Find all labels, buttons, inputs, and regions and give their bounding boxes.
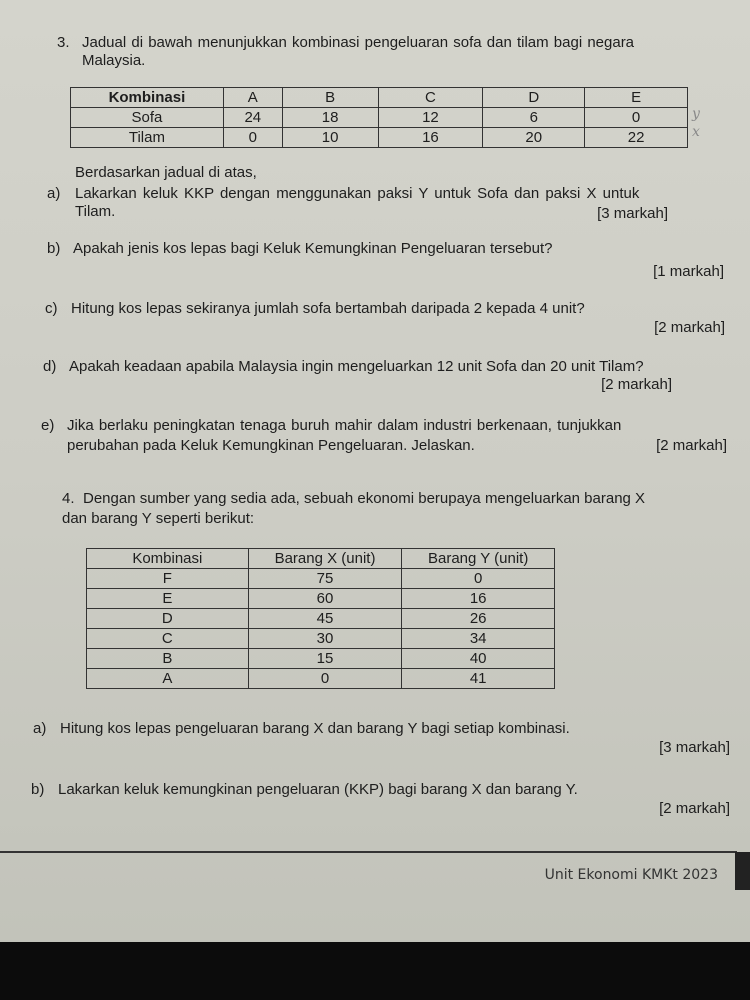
- table-cell: 45: [248, 609, 402, 629]
- table-cell: 22: [585, 128, 688, 148]
- q3b-label: b): [47, 240, 61, 257]
- handwritten-x: x: [692, 124, 700, 140]
- table-cell: 34: [402, 629, 555, 649]
- table-header: Barang X (unit): [248, 549, 402, 569]
- table-cell: Sofa: [71, 108, 224, 128]
- table-header: Kombinasi: [87, 549, 249, 569]
- q3e-text-line2: perubahan pada Keluk Kemungkinan Pengeluaran. Jelaskan.: [67, 437, 475, 454]
- footer-text: Unit Ekonomi KMKt 2023: [544, 867, 718, 883]
- q3-number: 3.: [57, 34, 70, 51]
- q3a-text-line2: Tilam.: [75, 203, 116, 220]
- q3c-marks: [2 markah]: [654, 319, 725, 336]
- table-header: E: [585, 88, 688, 108]
- table-cell: 16: [378, 128, 483, 148]
- q3-text-line1: Jadual di bawah menunjukkan kombinasi pengeluaran sofa dan tilam bagi negara: [82, 34, 635, 51]
- q3c-text: Hitung kos lepas sekiranya jumlah sofa bertambah daripada 2 kepada 4 unit?: [71, 300, 585, 317]
- table-row: [87, 569, 555, 589]
- table-header: Kombinasi: [71, 88, 224, 108]
- table-row: [87, 649, 555, 669]
- table-cell: 18: [282, 108, 378, 128]
- table-header: Barang Y (unit): [402, 549, 555, 569]
- page-edge-mark: [735, 852, 750, 890]
- table-cell: A: [87, 669, 249, 689]
- q3d-text: Apakah keadaan apabila Malaysia ingin mengeluarkan 12 unit Sofa dan 20 unit Tilam?: [69, 358, 644, 375]
- q3a-label: a): [47, 185, 61, 202]
- table-cell: 20: [483, 128, 585, 148]
- table-cell: Tilam: [71, 128, 224, 148]
- table-header-row: [87, 549, 555, 569]
- table-cell: 0: [402, 569, 555, 589]
- table-header: B: [282, 88, 378, 108]
- table-cell: 15: [248, 649, 402, 669]
- table-cell: 6: [483, 108, 585, 128]
- table-row: [87, 669, 555, 689]
- table-row: [87, 629, 555, 649]
- q4a-text: Hitung kos lepas pengeluaran barang X dan barang Y bagi setiap kombinasi.: [60, 720, 570, 737]
- q4-text-line2: dan barang Y seperti berikut:: [62, 510, 255, 527]
- table-cell: E: [87, 589, 249, 609]
- table-cell: B: [87, 649, 249, 669]
- q4b-marks: [2 markah]: [659, 800, 730, 817]
- table-row: [71, 108, 688, 128]
- q3c-label: c): [45, 300, 58, 317]
- q3d-label: d): [43, 358, 57, 375]
- q3a-text: Lakarkan keluk KKP dengan menggunakan paksi Y untuk Sofa dan paksi X untuk: [75, 185, 640, 202]
- q4a-marks: [3 markah]: [659, 739, 730, 756]
- q4-text-line1: Dengan sumber yang sedia ada, sebuah ekonomi berupaya mengeluarkan barang X: [83, 490, 646, 507]
- q4b-label: b): [31, 781, 45, 798]
- table-header-row: [71, 88, 688, 108]
- table-cell: 75: [248, 569, 402, 589]
- q3e-label: e): [41, 417, 55, 434]
- table-cell: C: [87, 629, 249, 649]
- table-header: A: [223, 88, 282, 108]
- q3d-marks: [2 markah]: [601, 376, 672, 393]
- table-cell: 41: [402, 669, 555, 689]
- table-cell: 0: [248, 669, 402, 689]
- table-cell: 10: [282, 128, 378, 148]
- table-cell: 40: [402, 649, 555, 669]
- q3e-text: Jika berlaku peningkatan tenaga buruh mahir dalam industri berkenaan, tunjukkan: [67, 417, 622, 434]
- table-row: [87, 589, 555, 609]
- table-cell: D: [87, 609, 249, 629]
- table-cell: 16: [402, 589, 555, 609]
- q4b-text: Lakarkan keluk kemungkinan pengeluaran (KKP) bagi barang X dan barang Y.: [58, 781, 578, 798]
- table-header: D: [483, 88, 585, 108]
- q3-text-line2: Malaysia.: [82, 52, 146, 69]
- q3-intro: Berdasarkan jadual di atas,: [75, 164, 257, 181]
- table-cell: 60: [248, 589, 402, 609]
- q3b-marks: [1 markah]: [653, 263, 724, 280]
- table-cell: 0: [585, 108, 688, 128]
- table-cell: 30: [248, 629, 402, 649]
- table-row: [87, 609, 555, 629]
- q4a-label: a): [33, 720, 47, 737]
- table-header: C: [378, 88, 483, 108]
- q4-table: [86, 548, 555, 689]
- q3e-marks: [2 markah]: [656, 437, 727, 454]
- handwritten-y: y: [692, 106, 700, 122]
- q4-number: 4.: [62, 490, 75, 507]
- table-cell: F: [87, 569, 249, 589]
- q3b-text: Apakah jenis kos lepas bagi Keluk Kemungkinan Pengeluaran tersebut?: [73, 240, 553, 257]
- q3a-marks: [3 markah]: [597, 205, 668, 222]
- table-cell: 12: [378, 108, 483, 128]
- footer-divider: [0, 851, 737, 853]
- q3-table: [70, 87, 688, 148]
- table-row: [71, 128, 688, 148]
- table-cell: 24: [223, 108, 282, 128]
- table-cell: 26: [402, 609, 555, 629]
- table-cell: 0: [223, 128, 282, 148]
